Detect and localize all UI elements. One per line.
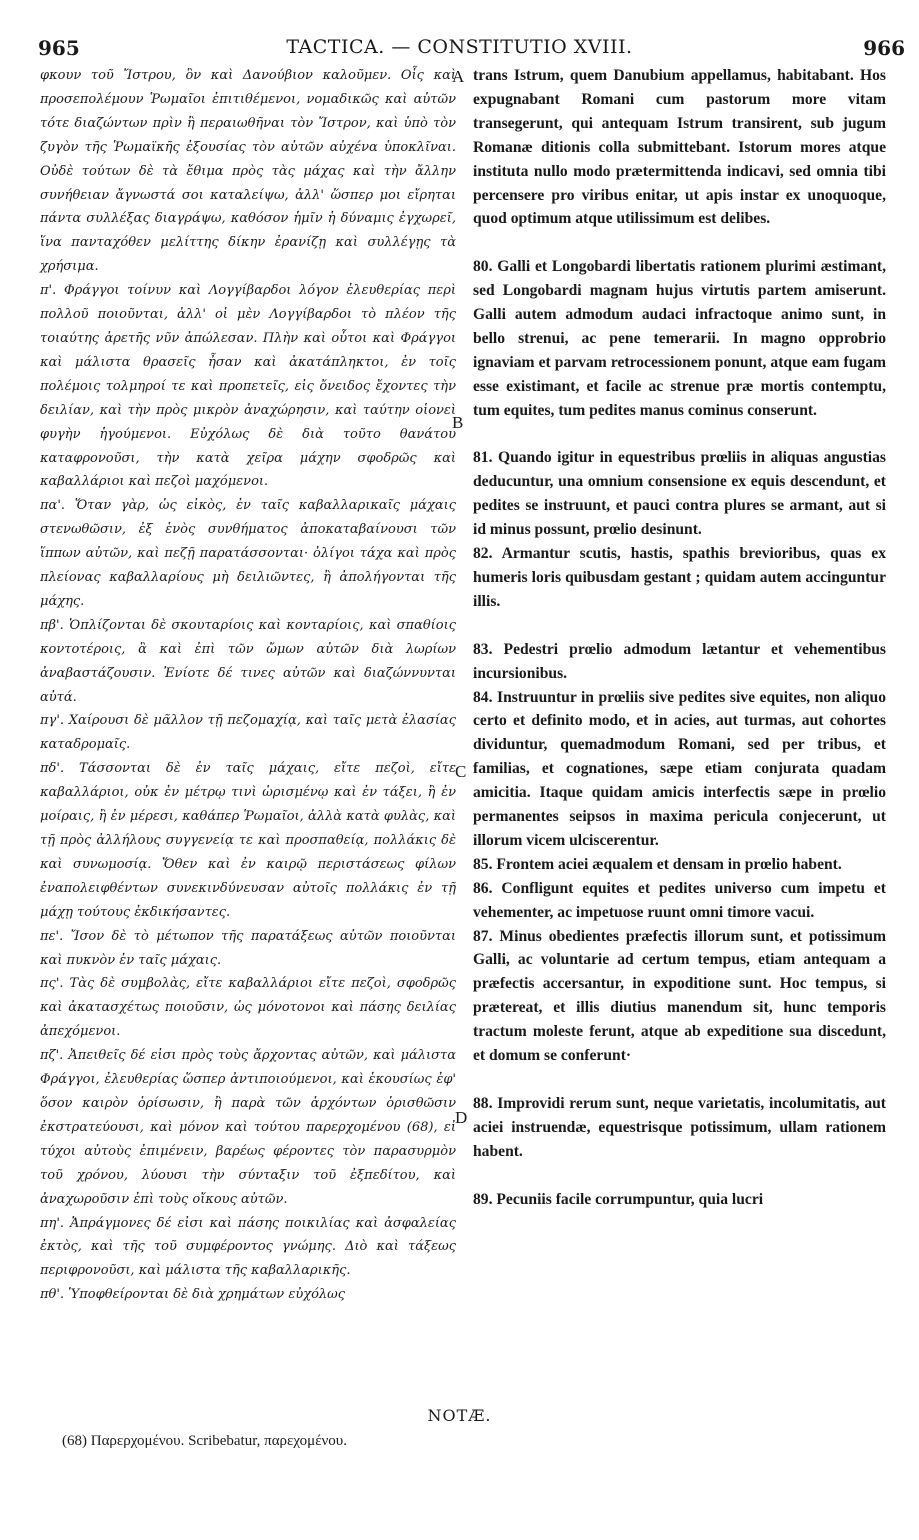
paragraph: πβ'. Ὁπλίζονται δὲ σκουταρίοις καὶ κονταρίοις, καὶ σπαθίοις κοντοτέροις, ἃ καὶ ἐπὶ τῶν ὤμων αὐτῶν διὰ λωρίων ἀναβαστάζουσιν. Ἐνίοτε δέ τινες αὐτῶν καὶ διαζώννυνται αὐτά. xyxy=(40,617,456,705)
paragraph: πδ'. Τάσσονται δὲ ἐν ταῖς μάχαις, εἴτε πεζοὶ, εἴτε καβαλλάριοι, οὐκ ἐν μέτρῳ τινὶ ὡρισμένῳ καὶ ἐν τάξει, ἢ ἐν μοίραις, ἢ ἐν μέρεσι, καθάπερ Ῥωμαῖοι, ἀλλὰ κατὰ φυλὰς, καὶ τῇ πρὸς ἀλλήλους συγγενείᾳ τε καὶ προσπαθείᾳ, πολλάκις δὲ καὶ συνωμοσίᾳ. Ὅθεν καὶ ἐν καιρῷ περιστάσεως φίλων ἐναπολειφθέντων συνεκινδύνευσαν αὐτοῖς πολλάκις ἐν τῇ μάχῃ τούτους ἐκδικήσαντες. xyxy=(40,761,456,920)
paragraph: trans Istrum, quem Danubium appellamus, habitabant. Hos expugnabant Romani cum pastorum more vitam transegerunt, qui antequam Istrum transirent, sub jugum Romanæ ditionis colla submittebant. Istorum mores atque instituta nullo modo prætermittenda indicavi, sed omnia tibi percensere pro viribus enitar, ut apis instar ex unoquoque, quod optimum atque utilissimum est delibes. xyxy=(473,67,886,228)
paragraph xyxy=(473,423,886,447)
margin-letter-a: A xyxy=(452,67,465,86)
running-header xyxy=(0,36,919,62)
paragraph: πθ'. Ὑποφθείρονται δὲ διὰ χρημάτων εὐχόλως xyxy=(40,1287,346,1303)
paragraph xyxy=(473,614,886,638)
page-number-left: 965 xyxy=(38,36,80,60)
margin-letter-c: C xyxy=(455,762,467,781)
paragraph: 86. Confligunt equites et pedites universo cum impetu et vehementer, ac impetuose ruunt omni timore vacui. xyxy=(473,879,886,921)
notes-heading: NOTÆ. xyxy=(427,1406,492,1425)
paragraph xyxy=(473,231,886,255)
paragraph: πε'. Ἴσον δὲ τὸ μέτωπον τῆς παρατάξεως αὐτῶν ποιοῦνται καὶ πυκνὸν ἐν ταῖς μάχαις. xyxy=(40,928,456,968)
paragraph: πγ'. Χαίρουσι δὲ μᾶλλον τῇ πεζομαχίᾳ, καὶ ταῖς μετὰ ἐλασίας καταδρομαῖς. xyxy=(40,713,456,753)
paragraph: πς'. Τὰς δὲ συμβολὰς, εἴτε καβαλλάριοι εἴτε πεζοὶ, σφοδρῶς καὶ ἀκατασχέτως ποιοῦσιν, ὡς μόνοτονοι καὶ πάσης δειλίας ἀπεχόμενοι. xyxy=(40,976,456,1040)
paragraph xyxy=(473,1164,886,1188)
paragraph: 84. Instruuntur in prœliis sive pedites sive equites, non aliquo certo et definito modo, et in acies, aut turmas, aut cohortes dividuntur, quemadmodum Romani, sed per tribus, et familias, et cognationes, sæpe etiam conjurata quadam amicitia. Itaque quidam amicis interfectis sæpe in prœlio permanentes seipsos in maxima pericula conjecerunt, ut illorum vicem ulciscerentur. xyxy=(473,688,886,849)
margin-letter-b: B xyxy=(452,413,464,432)
paragraph xyxy=(473,1068,886,1092)
running-title: TACTICA. — CONSTITUTIO XVIII. xyxy=(286,36,633,58)
paragraph: 80. Galli et Longobardi libertatis rationem plurimi æstimant, sed Longobardi magnam hujus virtutis partem amiserunt. Galli autem admodum audaci infractoque animo sunt, in bello strenui, ac pene temerarii. In magno opprobrio ignaviam et parvam retrocessionem ponunt, atque eam fugam esse existimant, et facile ac strenue præ mortis contemptu, tum equites, tum pedites manus cominus conserunt. xyxy=(473,258,886,419)
paragraph: 83. Pedestri prœlio admodum lætantur et vehementibus incursionibus. xyxy=(473,640,886,682)
paragraph: 87. Minus obedientes præfectis illorum sunt, et potissimum Galli, ac voluntarie ad certum tempus, etiam antequam a præfectis accersantur, in expoditione sunt. Hoc tempus, si prætereat, et illis diutius manendum sit, hunc temporis tractum moleste ferunt, atque ab expeditione sua discedunt, et domum se conferunt· xyxy=(473,927,886,1065)
paragraph: π'. Φράγγοι τοίνυν καὶ Λογγίβαρδοι λόγον ἐλευθερίας περὶ πολλοῦ ποιοῦνται, ἀλλ' οἱ μὲν Λογγίβαρδοι τὸ πλέον τῆς τοιαύτης ἀρετῆς νῦν ἀπώλεσαν. Πλὴν καὶ οὗτοι καὶ Φράγγοι καὶ μάλιστα θρασεῖς ἦσαν καὶ ἀκατάπληκτοι, ἐν τοῖς πολέμοις τολμηροί τε καὶ προπετεῖς, εἰς ὄνειδος ἔχοντες τὴν δειλίαν, καὶ τὴν πρὸς μικρὸν ἀναχώρησιν, καὶ ταύτην οἱονεὶ φυγὴν ἡγούμενοι. Εὐχόλως δὲ διὰ τοῦτο θανάτου καταφρονοῦσι, τὴν κατὰ χεῖρα μάχην σφοδρῶς καὶ καβαλλάριοι καὶ πεζοὶ μαχόμενοι. xyxy=(40,283,456,490)
page-number-right: 966 xyxy=(863,36,905,60)
paragraph: 85. Frontem aciei æqualem et densam in prœlio habent. xyxy=(473,855,842,873)
footnote: (68) Παρερχομένου. Scribebatur, παρεχομένου. xyxy=(62,1433,347,1449)
paragraph: 81. Quando igitur in equestribus prœliis in aliquas angustias deducuntur, una omnium consensione ex equis descendunt, et pedites se instruunt, et pauci contra plures se armant, aut si id minus possunt, prœlio desinunt. xyxy=(473,449,886,539)
margin-letter-d: D xyxy=(455,1108,468,1127)
paragraph: 89. Pecuniis facile corrumpuntur, quia lucri xyxy=(473,1190,764,1208)
latin-text-column xyxy=(473,64,886,1211)
greek-text-column xyxy=(40,64,456,1307)
paragraph: 82. Armantur scutis, hastis, spathis brevioribus, quas ex humeris loris quibusdam gestant ; quidam autem accinguntur illis. xyxy=(473,545,886,610)
paragraph: φκουν τοῦ Ἴστρου, ὃν καὶ Δανούβιον καλοῦμεν. Οἷς καὶ προσεπολέμουν Ῥωμαῖοι ἐπιτιθέμενοι, νομαδικῶς καὶ αὐτῶν τότε διαζώντων πρὶν ἢ περαιωθῆναι τὸν Ἴστρον, καὶ ὑπὸ τὸν ζυγὸν τῆς Ῥωμαϊκῆς ἐξουσίας τὸν αὐτῶν αὐχένα ὑποκλῖναι. Οὐδὲ τούτων δὲ τὰ ἔθιμα πρὸς τὰς μάχας καὶ τὴν ἄλλην συνήθειαν ἄγνωστά σοι καταλείψω, ἀλλ' ὥσπερ μοι εἴρηται πάντα συλλέξας διαγράψω, καθόσον ἡμῖν ἡ δύναμις ἐγχωρεῖ, ἵνα πανταχόθεν μελίττης δίκην ἐρανίζῃ καὶ συλλέγῃς τὰ χρήσιμα. xyxy=(40,68,456,275)
paragraph: 88. Improvidi rerum sunt, neque varietatis, incolumitatis, aut aciei instruendæ, equestrisque potissimum, ullam rationem habent. xyxy=(473,1094,886,1160)
paragraph: πα'. Ὅταν γὰρ, ὡς εἰκὸς, ἐν ταῖς καβαλλαρικαῖς μάχαις στενωθῶσιν, ἐξ ἑνὸς συνθήματος ἀποκαταβαίνουσι τῶν ἵππων αὐτῶν, καὶ πεζῇ παρατάσσονται· ὀλίγοι τάχα καὶ πρὸς πλείονας καβαλλαρίους μὴ δειλιῶντες, ἢ ἀπολήγονται τῆς μάχης. xyxy=(40,498,456,609)
paragraph: πζ'. Ἀπειθεῖς δέ εἰσι πρὸς τοὺς ἄρχοντας αὐτῶν, καὶ μάλιστα Φράγγοι, ἐλευθερίας ὥσπερ ἀντιποιούμενοι, καὶ ἑκουσίως ἐφ' ὅσον καιρὸν ὁρίσωσιν, ἢ παρὰ τῶν ἀρχόντων ὁρισθῶσιν ἐκστρατεύουσι, καὶ μόνον καὶ τούτου παρερχομένου (68), εἰ τύχοι αὐτοὺς ἐπιμένειν, βαρέως φέροντες τὸν παρασυρμὸν τοῦ χρόνου, λύουσι τὴν σύνταξιν τοῦ ἐξπεδίτου, καὶ ἀναχωροῦσιν ἐπὶ τοὺς οἴκους αὐτῶν. xyxy=(40,1048,456,1207)
paragraph: πη'. Ἀπράγμονες δέ εἰσι καὶ πάσης ποικιλίας καὶ ἀσφαλείας ἐκτὸς, καὶ τῆς τοῦ συμφέροντος γνώμης. Διὸ καὶ τάξεως περιφρονοῦσι, καὶ μάλιστα τῆς καβαλλαρικῆς. xyxy=(40,1215,456,1279)
